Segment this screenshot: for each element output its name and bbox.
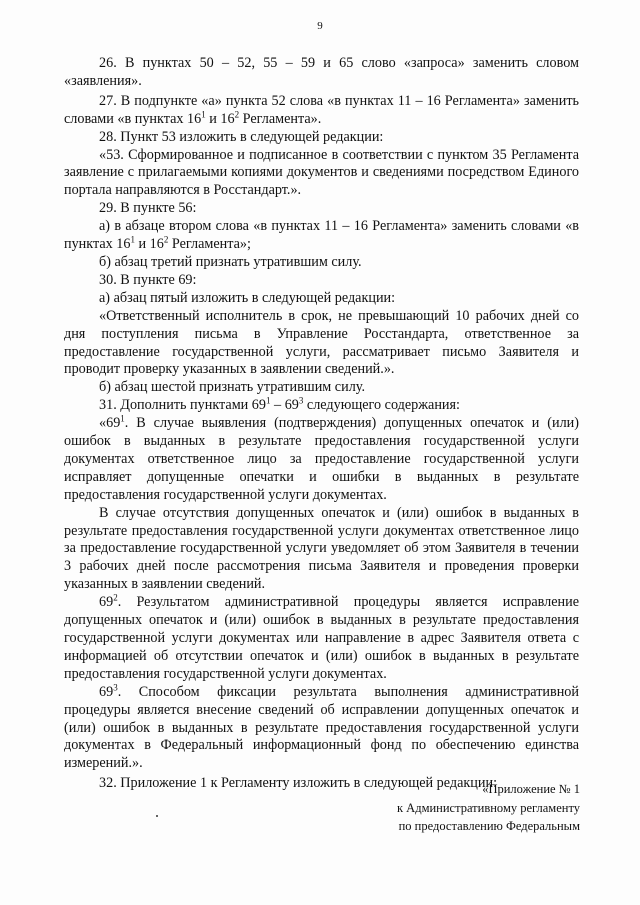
scan-speck <box>156 815 158 817</box>
paragraph-28-text: «53. Сформированное и подписанное в соответствии с пунктом 35 Регламента заявление с прилагаемыми копиями документов и сведениями посредством Единого портала направляются в Росстандарт.». <box>64 146 579 199</box>
annex-line-3: по предоставлению Федеральным <box>398 819 580 833</box>
paragraph-29a: а) в абзаце втором слова «в пунктах 11 – 16 Регламента» заменить словами «в пунктах $16^1$ и $16^2$ Регламента»; <box>64 218 579 253</box>
paragraph-29b: б) абзац третий признать утратившим силу. <box>99 253 362 270</box>
document-body <box>64 55 579 793</box>
annex-heading <box>397 780 580 836</box>
page-number: 9 <box>317 20 323 32</box>
paragraph-30a-text: «Ответственный исполнитель в срок, не превышающий 10 рабочих дней со дня поступления письма в Управление Росстандарта, ответственное за предоставление государственной услуги, рассматривает письмо Заявителя и проводит проверку указанных в заявлении сведений.». <box>64 307 579 378</box>
paragraph-31: 31. Дополнить пунктами $69^1 - 69^3$ следующего содержания: <box>99 395 460 414</box>
annex-line-1: «Приложение № 1 <box>482 782 580 796</box>
paragraph-32: 32. Приложение 1 к Регламенту изложить в следующей редакции: <box>99 775 498 792</box>
paragraph-69-2: $69^2$. Результатом административной процедуры является исправление допущенных опечаток и (или) ошибок в выданных в результате предоставления государственной услуги документах или направление в адрес Заявителя ответа с информацией об отсутствии опечаток и (или) ошибок в выданных в результате предоставления государственной услуги документах. <box>64 592 579 682</box>
paragraph-28: 28. Пункт 53 изложить в следующей редакции: <box>99 128 384 145</box>
paragraph-26: 26. В пунктах 50 – 52, 55 – 59 и 65 слово «запроса» заменить словом «заявления». <box>64 55 579 89</box>
annex-line-2: к Административному регламенту <box>396 800 580 815</box>
paragraph-30: 30. В пункте 69: <box>99 271 197 288</box>
paragraph-69-3: $69^3$. Способом фиксации результата выполнения административной процедуры является внесение сведений об исправлении допущенных опечаток и (или) ошибок в выданных в результате предоставления государственной услуги документах в Федеральный информационный фонд по обеспечению единства измерений.». <box>64 681 579 772</box>
paragraph-30a: а) абзац пятый изложить в следующей редакции: <box>99 289 396 306</box>
paragraph-69-1: «$69^1$. В случае выявления (подтверждения) допущенных опечаток и (или) ошибок в выданных в результате предоставления государственной услуги документах ответственное лицо за предоставление государственной услуги исправляет допущенные опечатки и ошибки в выданных в результате предоставления государственной услуги документах. <box>64 413 579 503</box>
paragraph-30b: б) абзац шестой признать утратившим силу. <box>99 379 366 396</box>
paragraph-69-1-second: В случае отсутствия допущенных опечаток и (или) ошибок в выданных в результате предоставления государственной услуги документах ответственное лицо за предоставление государственной услуги уведомляет об этом Заявителя в течении 3 рабочих дней после рассмотрения письма Заявителя и проведения проверки указанных в заявлении сведений. <box>64 504 579 593</box>
paragraph-27: 27. В подпункте «а» пункта 52 слова «в пунктах 11 – 16 Регламента» заменить словами «в пунктах $16^1$ и $16^2$ Регламента». <box>64 92 579 127</box>
paragraph-29: 29. В пункте 56: <box>99 200 197 217</box>
